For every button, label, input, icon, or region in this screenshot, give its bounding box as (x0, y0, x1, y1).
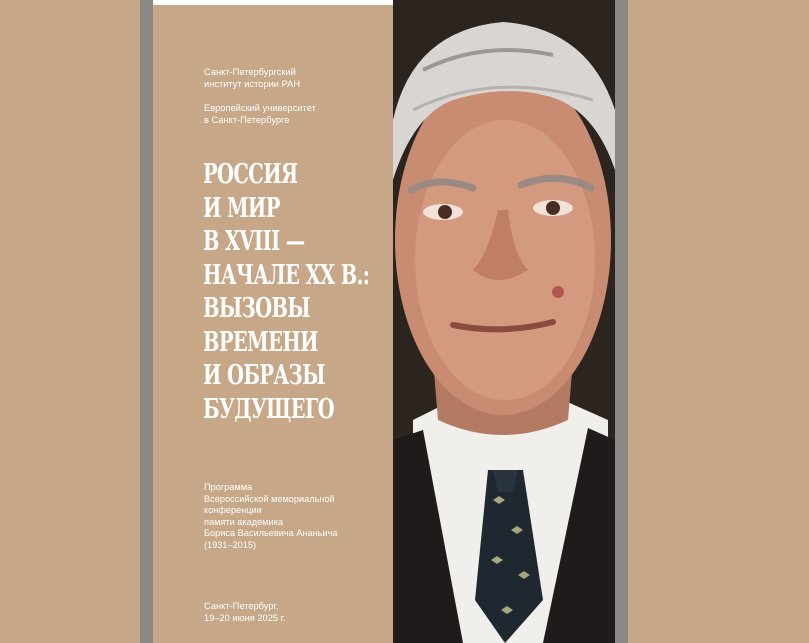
institution-ipr (204, 66, 300, 90)
conference-title (203, 158, 369, 426)
institution-ipr-line-1: Санкт-Петербургский (204, 67, 296, 77)
date-line: 19–20 июня 2025 г. (204, 613, 286, 623)
program-line: конференции (204, 505, 262, 515)
title-line: РОССИЯ (203, 159, 298, 190)
institution-eusp (204, 102, 316, 126)
program-line: Всероссийской мемориальной (204, 493, 335, 504)
program-line: Бориса Васильевича Ананьича (204, 528, 338, 538)
program-line: Программа (204, 482, 253, 492)
portrait-photo (393, 0, 615, 643)
institution-eusp-line-2: в Санкт-Петербурге (204, 115, 290, 125)
institution-eusp-line-1: Европейский университет (204, 103, 316, 113)
title-line: В XVIII — (203, 226, 305, 257)
program-line: памяти академика (204, 516, 283, 527)
place-and-date (204, 600, 285, 624)
program-line: (1931–2015) (204, 539, 257, 550)
institution-ipr-line-2: институт истории РАН (204, 79, 301, 89)
title-line: НАЧАЛЕ XX В.: (203, 259, 370, 291)
left-gray-stripe (140, 0, 153, 643)
title-line: БУДУЩЕГО (203, 393, 335, 425)
title-line: ВЫЗОВЫ (203, 293, 311, 324)
portrait-illustration (393, 0, 615, 643)
title-line: И ОБРАЗЫ (203, 360, 325, 391)
place-line: Санкт-Петербург, (204, 601, 279, 611)
program-description (204, 482, 338, 551)
panel-top-edge (153, 0, 393, 5)
title-line: ВРЕМЕНИ (203, 326, 318, 358)
right-gray-stripe (615, 0, 628, 643)
title-line: И МИР (203, 192, 280, 224)
